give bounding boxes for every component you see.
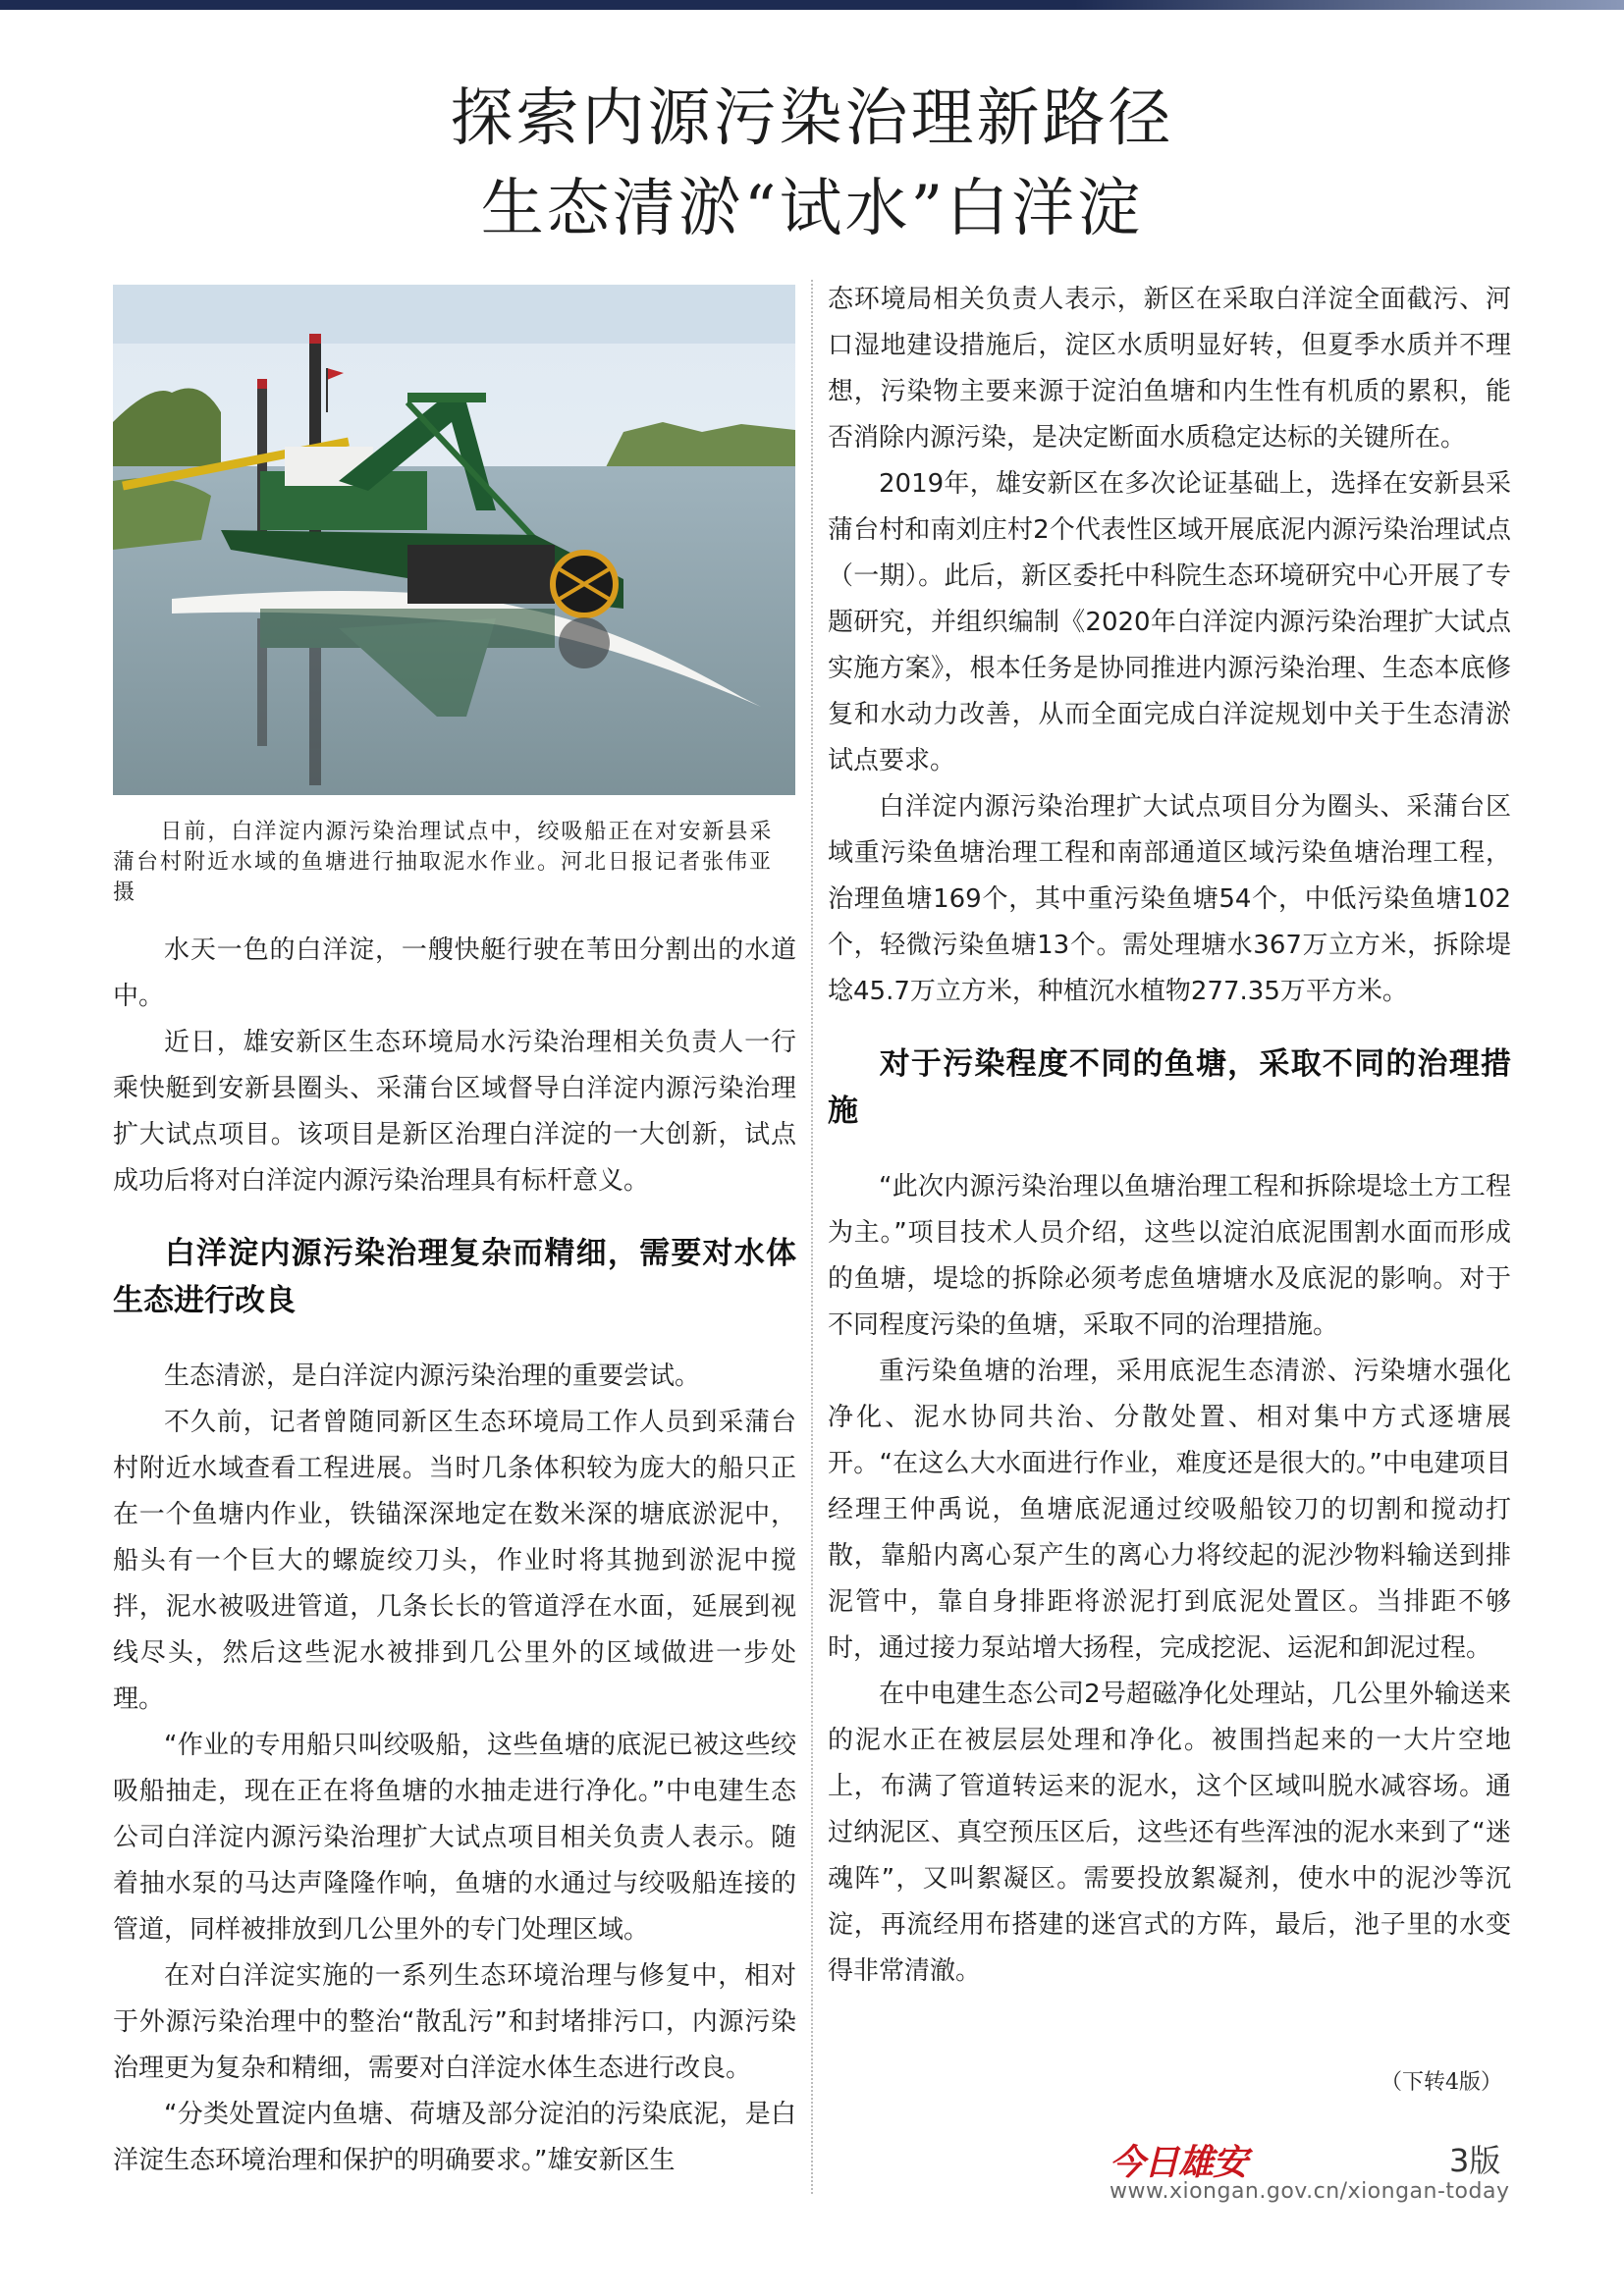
paragraph: 在中电建生态公司2号超磁净化处理站，几公里外输送来的泥水正在被层层处理和净化。被围挡起来的一大片空地上，布满了管道转运来的泥水，这个区域叫脱水减容场。通过纳泥区、真空预压区后，这些还有些浑浊的泥水来到了“迷魂阵”，又叫絮凝区。需要投放絮凝剂，使水中的泥沙等沉淀，再流经用布搭建的迷宫式的方阵，最后，池子里的水变得非常清澈。	[828, 1680, 1511, 1986]
paragraph: 白洋淀内源污染治理扩大试点项目分为圈头、采蒲台区域重污染鱼塘治理工程和南部通道区域污染鱼塘治理工程，治理鱼塘169个，其中重污染鱼塘54个，中低污染鱼塘102个，轻微污染鱼塘13个。需处理塘水367万立方米，拆除堤埝45.7万立方米，种植沉水植物277.35万平方米。	[828, 792, 1511, 1006]
paragraph: 态环境局相关负责人表示，新区在采取白洋淀全面截污、河口湿地建设措施后，淀区水质明显好转，但夏季水质并不理想，污染物主要来源于淀泊鱼塘和内生性有机质的累积，能否消除内源污染，是决定断面水质稳定达标的关键所在。	[828, 285, 1511, 453]
title-line-1: 探索内源污染治理新路径	[450, 82, 1174, 155]
section-heading: 白洋淀内源污染治理复杂而精细，需要对水体生态进行改良	[113, 1236, 796, 1318]
continued-note: （下转4版）	[1380, 2070, 1502, 2095]
paragraph: 2019年，雄安新区在多次论证基础上，选择在安新县采蒲台村和南刘庄村2个代表性区域开展底泥内源污染治理试点（一期）。此后，新区委托中科院生态环境研究中心开展了专题研究，并组织编制《2020年白洋淀内源污染治理扩大试点实施方案》，根本任务是协同推进内源污染治理、生态本底修复和水动力改善，从而全面完成白洋淀规划中关于生态清淤试点要求。	[828, 469, 1511, 775]
paragraph: 近日，雄安新区生态环境局水污染治理相关负责人一行乘快艇到安新县圈头、采蒲台区域督导白洋淀内源污染治理扩大试点项目。该项目是新区治理白洋淀的一大创新，试点成功后将对白洋淀内源污染治理具有标杆意义。	[113, 1028, 796, 1196]
paragraph: “作业的专用船只叫绞吸船，这些鱼塘的底泥已被这些绞吸船抽走，现在正在将鱼塘的水抽走进行净化。”中电建生态公司白洋淀内源污染治理扩大试点项目相关负责人表示。随着抽水泵的马达声隆隆作响，鱼塘的水通过与绞吸船连接的管道，同样被排放到几公里外的专门处理区域。	[113, 1731, 796, 1945]
section-heading: 对于污染程度不同的鱼塘，采取不同的治理措施	[828, 1046, 1511, 1129]
paragraph: “此次内源污染治理以鱼塘治理工程和拆除堤埝土方工程为主。”项目技术人员介绍，这些以淀泊底泥围割水面而形成的鱼塘，堤埝的拆除必须考虑鱼塘塘水及底泥的影响。对于不同程度污染的鱼塘，采取不同的治理措施。	[828, 1172, 1511, 1340]
paragraph: 不久前，记者曾随同新区生态环境局工作人员到采蒲台村附近水域查看工程进展。当时几条体积较为庞大的船只正在一个鱼塘内作业，铁锚深深地定在数米深的塘底淤泥中，船头有一个巨大的螺旋绞刀头，作业时将其抛到淤泥中搅拌，泥水被吸进管道，几条长长的管道浮在水面，延展到视线尽头，然后这些泥水被排到几公里外的区域做进一步处理。	[113, 1408, 796, 1714]
paragraph: 生态清淤，是白洋淀内源污染治理的重要尝试。	[164, 1362, 701, 1391]
page-number: 3版	[1449, 2142, 1501, 2179]
paragraph: 在对白洋淀实施的一系列生态环境治理与修复中，相对于外源污染治理中的整治“散乱污”和封堵排污口，内源污染治理更为复杂和精细，需要对白洋淀水体生态进行改良。	[113, 1961, 796, 2083]
left-column	[113, 928, 796, 2184]
article-title	[0, 74, 1624, 254]
footer-url[interactable]: www.xiongan.gov.cn/xiongan-today	[1110, 2179, 1510, 2204]
paragraph: 重污染鱼塘的治理，采用底泥生态清淤、污染塘水强化净化、泥水协同共治、分散处置、相对集中方式逐塘展开。“在这么大水面进行作业，难度还是很大的。”中电建项目经理王仲禹说，鱼塘底泥通过绞吸船铰刀的切割和搅动打散，靠船内离心泵产生的离心力将绞起的泥沙物料输送到排泥管中，靠自身排距将淤泥打到底泥处置区。当排距不够时，通过接力泵站增大扬程，完成挖泥、运泥和卸泥过程。	[828, 1357, 1511, 1663]
title-line-2: 生态清淤“试水”白洋淀	[480, 173, 1144, 245]
paragraph: “分类处置淀内鱼塘、荷塘及部分淀泊的污染底泥，是白洋淀生态环境治理和保护的明确要求。”雄安新区生	[113, 2100, 796, 2175]
masthead-logo: 今日雄安	[1110, 2142, 1248, 2183]
top-color-bar	[0, 0, 1624, 10]
photo-caption: 日前，白洋淀内源污染治理试点中，绞吸船正在对安新县采蒲台村附近水域的鱼塘进行抽取泥水作业。河北日报记者张伟亚 摄	[113, 820, 774, 905]
paragraph: 水天一色的白洋淀，一艘快艇行驶在苇田分割出的水道中。	[113, 935, 796, 1011]
dredger-photo	[113, 285, 795, 795]
column-divider	[811, 280, 813, 2194]
right-column	[828, 277, 1511, 1995]
